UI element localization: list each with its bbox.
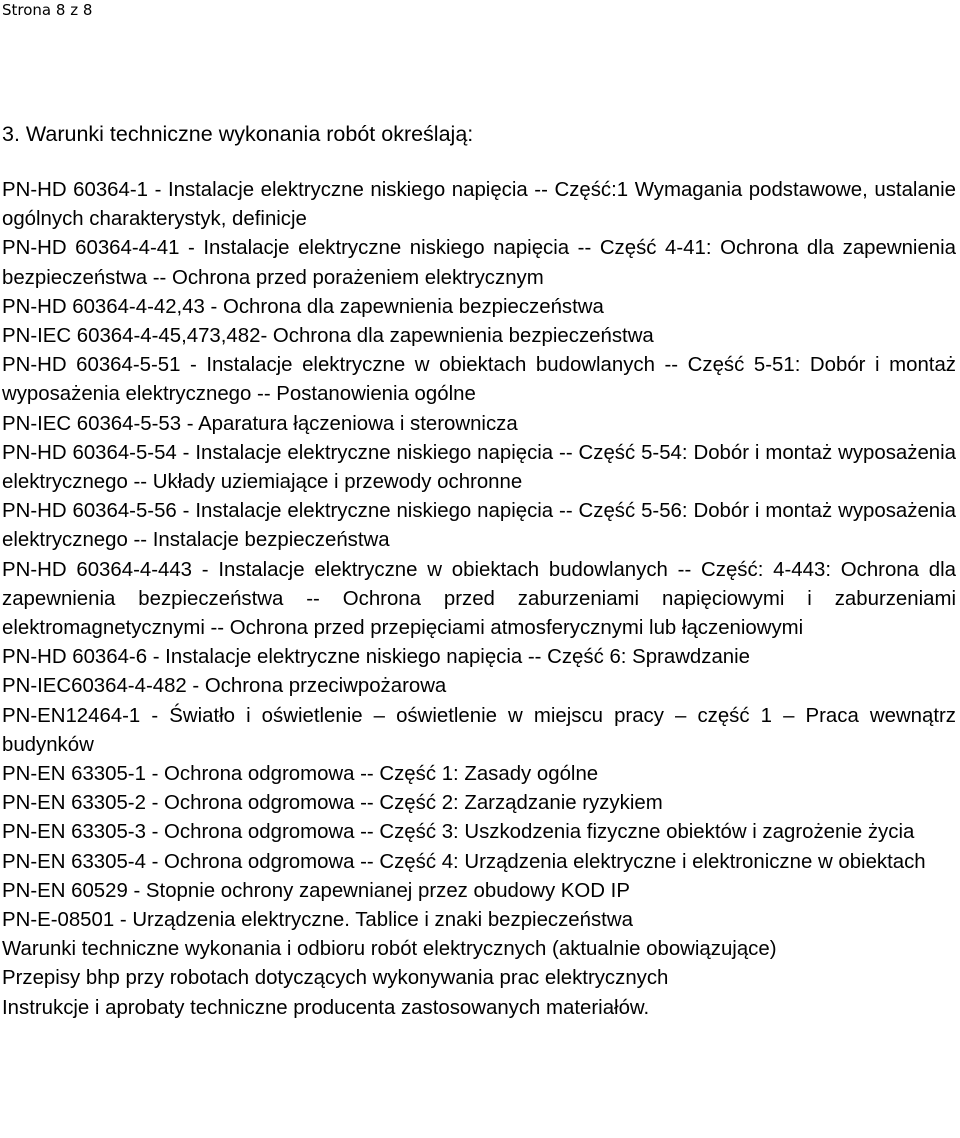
standard-entry: PN-IEC 60364-4-45,473,482- Ochrona dla zapewnienia bezpieczeństwa [2,325,654,348]
standard-entry: PN-IEC60364-4-482 - Ochrona przeciwpożarowa [2,675,447,698]
standard-entry: Instrukcje i aprobaty techniczne producenta zastosowanych materiałów. [2,996,650,1019]
standard-entry: PN-HD 60364-5-56 - Instalacje elektryczne niskiego napięcia -- Część 5-56: Dobór i montaż wyposażenia elektrycznego -- Instalacje bezpieczeństwa [2,500,956,552]
standard-entry: PN-IEC 60364-5-53 - Aparatura łączeniowa i sterownicza [2,412,518,435]
standards-list [2,176,956,1023]
standard-entry: PN-HD 60364-6 - Instalacje elektryczne niskiego napięcia -- Część 6: Sprawdzanie [2,646,751,669]
page-number: Strona 8 z 8 [2,1,93,19]
standard-entry: PN-EN 60529 - Stopnie ochrony zapewnianej przez obudowy KOD IP [2,879,630,902]
section-heading: 3. Warunki techniczne wykonania robót określają: [2,122,474,146]
standard-entry: Warunki techniczne wykonania i odbioru robót elektrycznych (aktualnie obowiązujące) [2,938,777,961]
standard-entry: PN-HD 60364-4-42,43 - Ochrona dla zapewnienia bezpieczeństwa [2,295,604,318]
standard-entry: PN-EN 63305-3 - Ochrona odgromowa -- Część 3: Uszkodzenia fizyczne obiektów i zagrożenie życia [2,821,915,844]
standard-entry: PN-E-08501 - Urządzenia elektryczne. Tablice i znaki bezpieczeństwa [2,909,633,932]
standard-entry: PN-HD 60364-4-41 - Instalacje elektryczne niskiego napięcia -- Część 4-41: Ochrona dla zapewnienia bezpieczeństwa -- Ochrona przed porażeniem elektrycznym [2,237,956,289]
standard-entry: PN-EN 63305-2 - Ochrona odgromowa -- Część 2: Zarządzanie ryzykiem [2,792,663,815]
standard-entry: PN-HD 60364-5-54 - Instalacje elektryczne niskiego napięcia -- Część 5-54: Dobór i montaż wyposażenia elektrycznego -- Układy uziemiające i przewody ochronne [2,441,956,494]
standard-entry: PN-HD 60364-1 - Instalacje elektryczne niskiego napięcia -- Część:1 Wymagania podstawowe, ustalanie ogólnych charakterystyk, definicje [2,179,956,231]
standard-entry: PN-EN 63305-4 - Ochrona odgromowa -- Część 4: Urządzenia elektryczne i elektroniczne w obiektach [2,850,926,873]
standard-entry: PN-HD 60364-4-443 - Instalacje elektryczne w obiektach budowlanych -- Część: 4-443: Ochrona dla zapewnienia bezpieczeństwa -- Ochrona przed zaburzeniami napięciowymi i zaburzeniami elektromagnetycznymi -- Ochrona przed przepięciami atmosferycznymi lub łączeniowymi [2,558,956,640]
standard-entry: PN-HD 60364-5-51 - Instalacje elektryczne w obiektach budowlanych -- Część 5-51: Dobór i montaż wyposażenia elektrycznego -- Postanowienia ogólne [2,354,956,406]
standard-entry: PN-EN12464-1 - Światło i oświetlenie – oświetlenie w miejscu pracy – część 1 – Praca wewnątrz budynków [2,704,956,756]
standard-entry: Przepisy bhp przy robotach dotyczących wykonywania prac elektrycznych [2,967,669,990]
standard-entry: PN-EN 63305-1 - Ochrona odgromowa -- Część 1: Zasady ogólne [2,763,599,786]
